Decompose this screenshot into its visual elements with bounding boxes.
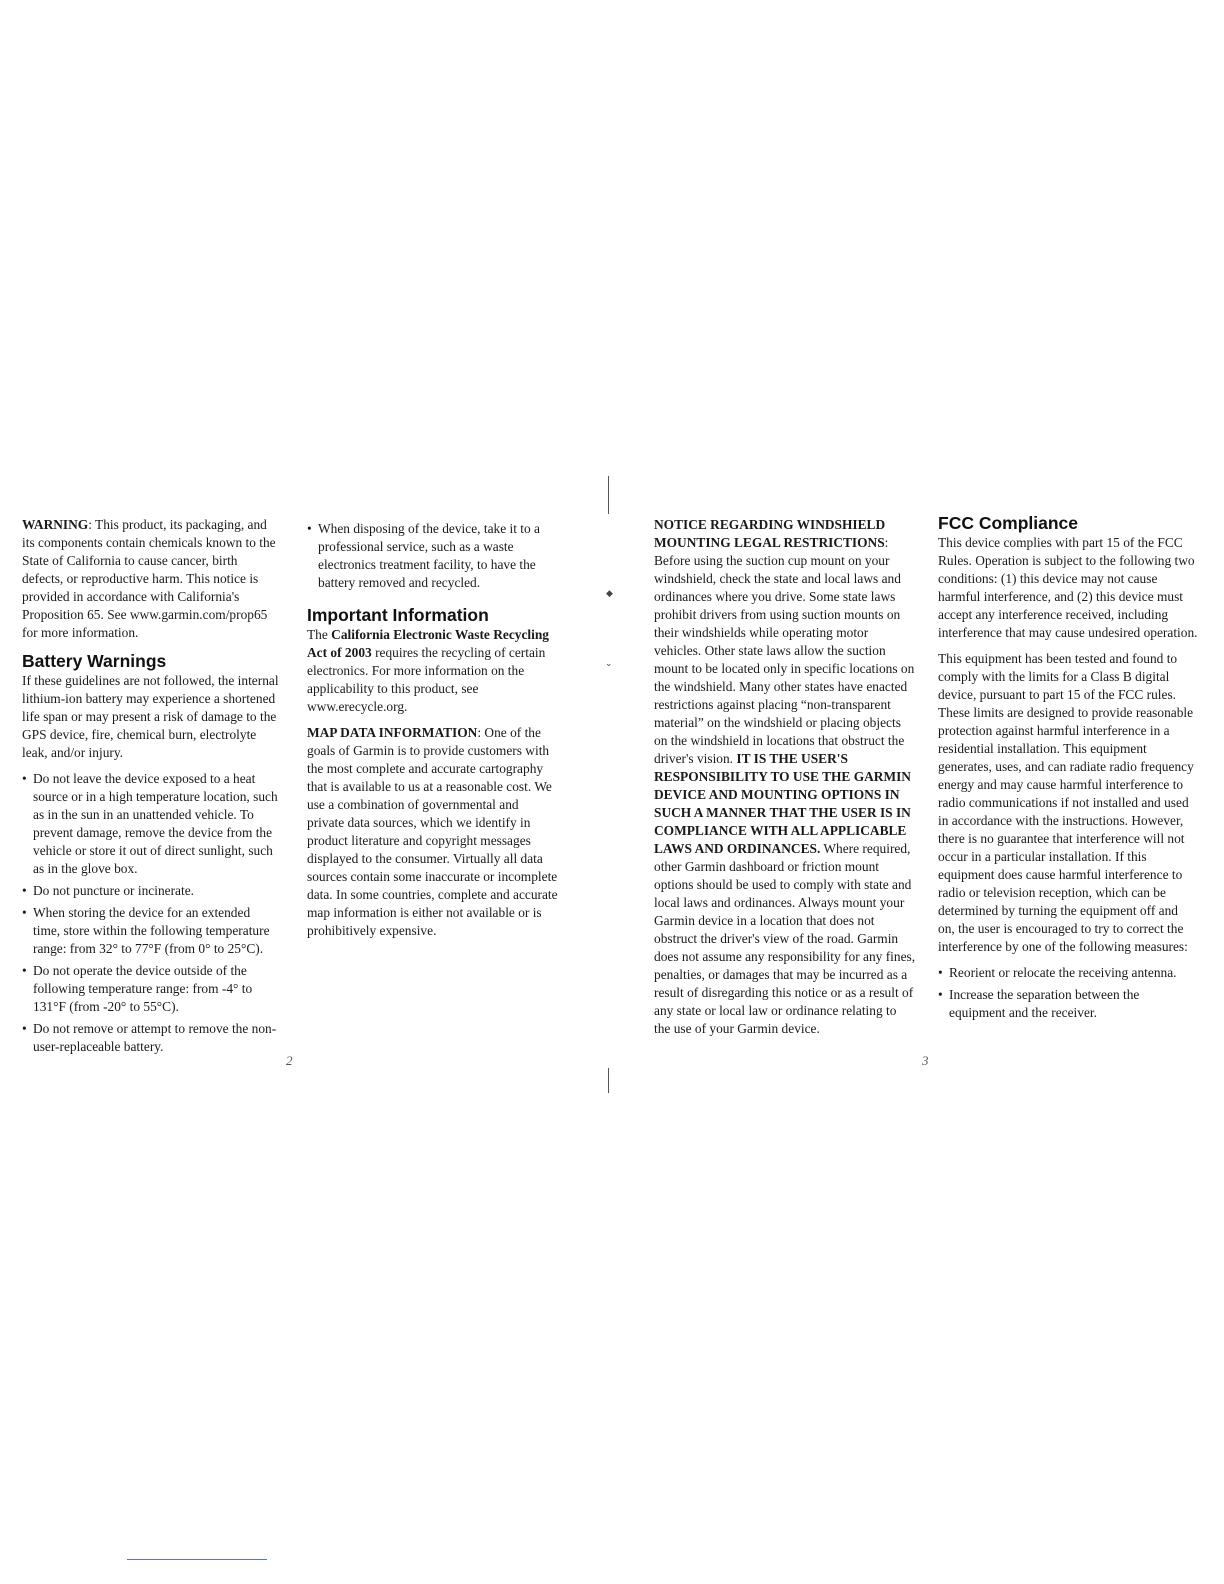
fold-mark-bottom [608,1068,609,1093]
notice-heading: NOTICE REGARDING WINDSHIELD MOUNTING LEGAL RESTRICTIONS [654,517,886,550]
notice-text-2: Where required, other Garmin dashboard or friction mount options should be used to comply with state and local laws and ordinances. Always mount your Garmin device in a location that does not obstruct the driver's view of the road. Garmin does not assume any responsibility for any fines, penalties, or damages that may be incurred as a result of disregarding this notice or as a result of any state or local law or ordinance relating to the use of your Garmin device. [654,841,916,1036]
notice-text-1: Before using the suction cup mount on your windshield, check the state and local laws and ordinances where you drive. Some state laws prohibit drivers from using suction mounts on their windshields while operating motor vehicles. Other state laws allow the suction mount to be located only in specific locations on the windshield. Many other states have enacted restrictions against placing “non-transparent material” on the windshield or placing objects on the windshield in locations that obstruct the driver's vision. [654,553,915,766]
fcc-paragraph-2: This equipment has been tested and found to comply with the limits for a Class B digital device, pursuant to part 15 of the FCC rules. These limits are designed to provide reasonable protection against harmful interference in a residential installation. This equipment generates, uses, and can radiate radio frequency energy and may cause harmful interference to radio communications if not installed and used in accordance with the instructions. However, there is no guarantee that interference will not occur in a particular installation. If this equipment does cause harmful interference to radio or television reception, which can be determined by turning the equipment off and on, the user is encouraged to try to correct the interference by one of the following measures: [938,651,1194,954]
ewaste-paragraph [307,626,559,716]
ewaste-pre: The [307,627,332,642]
notice-bold-statement: IT IS THE USER'S RESPONSIBILITY TO USE THE GARMIN DEVICE AND MOUNTING OPTIONS IN SUCH A MANNER THAT THE USER IS IN COMPLIANCE WITH ALL APPLICABLE LAWS AND ORDINANCES. [654,751,911,856]
right-page-column-1 [654,516,916,1046]
bullet-item: • Reorient or relocate the receiving antenna. [938,964,1198,982]
scan-speck: ⌄ [605,658,613,668]
map-data-text: : One of the goals of Garmin is to provide customers with the most complete and accurate cartography that is available to us at a reasonable cost. We use a combination of governmental and private data sources, which we identify in product literature and copyright messages displayed to the consumer. Virtually all data sources contain some inaccurate or incomplete data. In some countries, complete and accurate map information is either not available or is prohibitively expensive. [307,725,558,938]
important-information-heading: Important Information [307,605,489,625]
ewaste-post: requires the recycling of certain electronics. For more information on the applicability to this product, see www.erecycle.org. [307,645,546,714]
warning-text: : This product, its packaging, and its components contain chemicals known to the State of California to cause cancer, birth defects, or reproductive harm. This notice is provided in accordance with California's Proposition 65. See www.garmin.com/prop65 for more information. [22,517,276,640]
battery-bullet-list [22,770,280,1056]
battery-intro: If these guidelines are not followed, the internal lithium-ion battery may experience a shortened life span or may present a risk of damage to the GPS device, fire, chemical burn, electrolyte leak, and/or injury. [22,673,279,760]
notice-colon: : [884,535,889,550]
bullet-item: • Do not operate the device outside of the following temperature range: from -4° to 131°F (from -20° to 55°C). [22,962,280,1016]
fcc-paragraph-1: This device complies with part 15 of the FCC Rules. Operation is subject to the following two conditions: (1) this device may not cause harmful interference, and (2) this device must accept any interference received, including interference that may cause undesired operation. [938,535,1198,640]
warning-label: WARNING [22,517,89,532]
bullet-item: • When storing the device for an extended time, store within the following temperature range: from 32° to 77°F (from 0° to 25°C). [22,904,280,958]
page-number-left: 2 [286,1053,293,1068]
fcc-compliance-heading: FCC Compliance [938,513,1079,533]
map-data-label: MAP DATA INFORMATION [307,725,478,740]
page-number-right: 3 [922,1053,929,1068]
bullet-item: • Do not remove or attempt to remove the non-user-replaceable battery. [22,1020,280,1056]
map-data-paragraph [307,724,559,940]
ewaste-act-name: California Electronic Waste Recycling Act of 2003 [307,627,549,660]
left-page-column-2 [307,516,559,948]
bullet-item: • Do not leave the device exposed to a heat source or in a high temperature location, such as in the sun in an unattended vehicle. To prevent damage, remove the device from the vehicle or store it out of direct sunlight, such as in the glove box. [22,770,280,878]
bullet-item: • Increase the separation between the equipment and the receiver. [938,986,1198,1022]
bullet-item: • When disposing of the device, take it to a professional service, such as a waste electronics treatment facility, to have the battery removed and recycled. [307,520,559,592]
left-page-column-1 [22,516,280,1060]
battery-warnings-heading: Battery Warnings [22,651,167,671]
prop65-warning [22,516,280,642]
right-page-column-2 [938,512,1198,1026]
scan-speck: ◆ [606,588,613,598]
scan-artifact-line [127,1559,267,1560]
fold-mark-top [608,476,609,514]
windshield-notice [654,516,916,1038]
fcc-bullet-list [938,964,1198,1022]
bullet-item: • Do not puncture or incinerate. [22,882,280,900]
disposal-bullet-list [307,520,559,592]
